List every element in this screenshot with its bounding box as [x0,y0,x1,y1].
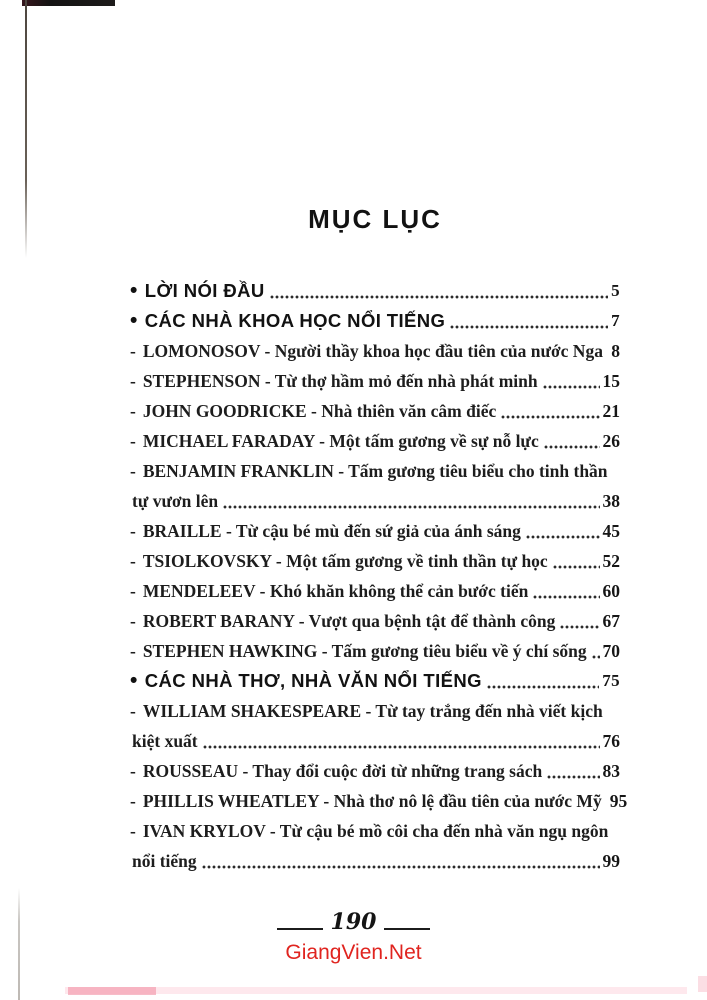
entry-page-number: 8 [611,341,620,361]
dot-leader [560,623,599,631]
entry-label: CÁC NHÀ THƠ, NHÀ VĂN NỔI TIẾNG [144,670,482,691]
toc-entry-line [130,516,620,546]
toc-entry-line [130,696,620,726]
entry-page-number: 7 [611,311,620,330]
dot-leader [526,533,600,541]
dot-leader [547,773,599,781]
entry-prefix: • [130,309,138,332]
entry-label: tự vươn lên [132,491,219,511]
scan-artifact-top-bar [22,0,115,6]
entry-label: STEPHEN HAWKING - Tấm gương tiêu biểu về ý chí sống [142,641,587,661]
dot-leader [533,593,599,601]
entry-prefix: • [130,279,138,302]
entry-prefix: - [130,641,136,661]
entry-label: ROBERT BARANY - Vượt qua bệnh tật để thành công [142,611,556,631]
entry-label: WILLIAM SHAKESPEARE - Từ tay trắng đến nhà viết kịch [142,701,603,721]
entry-prefix: - [130,521,136,541]
dot-leader [592,653,600,661]
toc-entry-line [130,486,620,516]
entry-label: BRAILLE - Từ cậu bé mù đến sứ giả của ánh sáng [142,521,521,541]
toc-entry-line [130,786,628,816]
entry-label: kiệt xuất [132,731,198,751]
page-title: MỤC LỤC [308,204,442,234]
toc-entry-line [130,606,620,636]
toc-entry-line [130,816,620,846]
entry-page-number: 70 [602,641,620,661]
entry-label: nổi tiếng [132,851,197,871]
dot-leader [487,683,599,691]
entry-prefix: - [130,611,136,631]
entry-prefix: - [130,401,136,421]
entry-prefix: - [130,341,136,361]
entry-label: BENJAMIN FRANKLIN - Tấm gương tiêu biểu cho tinh thần [142,461,608,481]
scan-artifact-pink-strip [65,987,687,994]
entry-label: TSIOLKOVSKY - Một tấm gương về tinh thần tự học [142,551,548,571]
toc-entry-line [130,456,620,486]
dot-leader [553,563,600,571]
entry-prefix: - [130,371,136,391]
entry-page-number: 67 [602,611,620,631]
entry-page-number: 38 [602,491,620,511]
entry-page-number: 83 [602,761,620,781]
entry-page-number: 75 [602,671,620,690]
scan-artifact-pink-corner [698,976,707,992]
footer-rule-right [384,928,430,931]
entry-prefix: - [130,821,136,841]
toc-entry-line [130,636,620,666]
dot-leader [270,293,608,301]
watermark-text: GiangVien.Net [285,941,422,964]
page-footer [0,903,707,935]
scan-artifact-left-edge-line [25,0,27,258]
entry-page-number: 60 [602,581,620,601]
footer-rule-left [277,928,323,931]
entry-label: STEPHENSON - Từ thợ hầm mỏ đến nhà phát minh [142,371,538,391]
entry-label: PHILLIS WHEATLEY - Nhà thơ nô lệ đầu tiên của nước Mỹ [142,791,602,811]
toc-entry-line [130,336,620,366]
entry-page-number: 99 [602,851,620,871]
entry-prefix: - [130,461,136,481]
entry-page-number: 21 [602,401,620,421]
dot-leader [203,743,600,751]
entry-prefix: - [130,701,136,721]
toc-entry-line [130,426,620,456]
book-page-number: 190 [330,909,377,935]
toc-entry-line [130,306,620,336]
dot-leader [543,383,600,391]
toc-entry-line [130,756,620,786]
toc-entry-line [130,576,620,606]
entry-label: LOMONOSOV - Người thầy khoa học đầu tiên của nước Nga [142,341,603,361]
entry-prefix: - [130,551,136,571]
entry-page-number: 45 [602,521,620,541]
entry-prefix: - [130,761,136,781]
dot-leader [223,503,599,511]
entry-page-number: 52 [602,551,620,571]
dot-leader [501,413,599,421]
entry-prefix: - [130,791,136,811]
toc-entry-line [130,726,620,756]
entry-page-number: 76 [602,731,620,751]
entry-prefix: • [130,669,138,692]
toc-entry-line [130,846,620,876]
toc-entry-line [130,396,620,426]
entry-label: LỜI NÓI ĐẦU [144,280,265,301]
dot-leader [450,323,608,331]
toc-entry-line [130,276,620,306]
toc-entry-line [130,666,620,696]
toc-entry-line [130,546,620,576]
entry-label: JOHN GOODRICKE - Nhà thiên văn câm điếc [142,401,497,421]
dot-leader [544,443,600,451]
entry-page-number: 15 [602,371,620,391]
entry-prefix: - [130,581,136,601]
toc-list [130,276,628,876]
entry-label: MICHAEL FARADAY - Một tấm gương về sự nỗ lực [142,431,539,451]
entry-page-number: 5 [611,281,620,300]
entry-label: IVAN KRYLOV - Từ cậu bé mồ côi cha đến nhà văn ngụ ngôn [142,821,609,841]
entry-label: CÁC NHÀ KHOA HỌC NỔI TIẾNG [144,310,446,331]
entry-label: ROUSSEAU - Thay đổi cuộc đời từ những trang sách [142,761,543,781]
entry-prefix: - [130,431,136,451]
entry-page-number: 95 [609,791,628,811]
entry-label: MENDELEEV - Khó khăn không thể cản bước tiến [142,581,529,601]
entry-page-number: 26 [602,431,620,451]
scan-artifact-pink-block [68,987,156,995]
toc-entry-line [130,366,620,396]
dot-leader [202,863,600,871]
